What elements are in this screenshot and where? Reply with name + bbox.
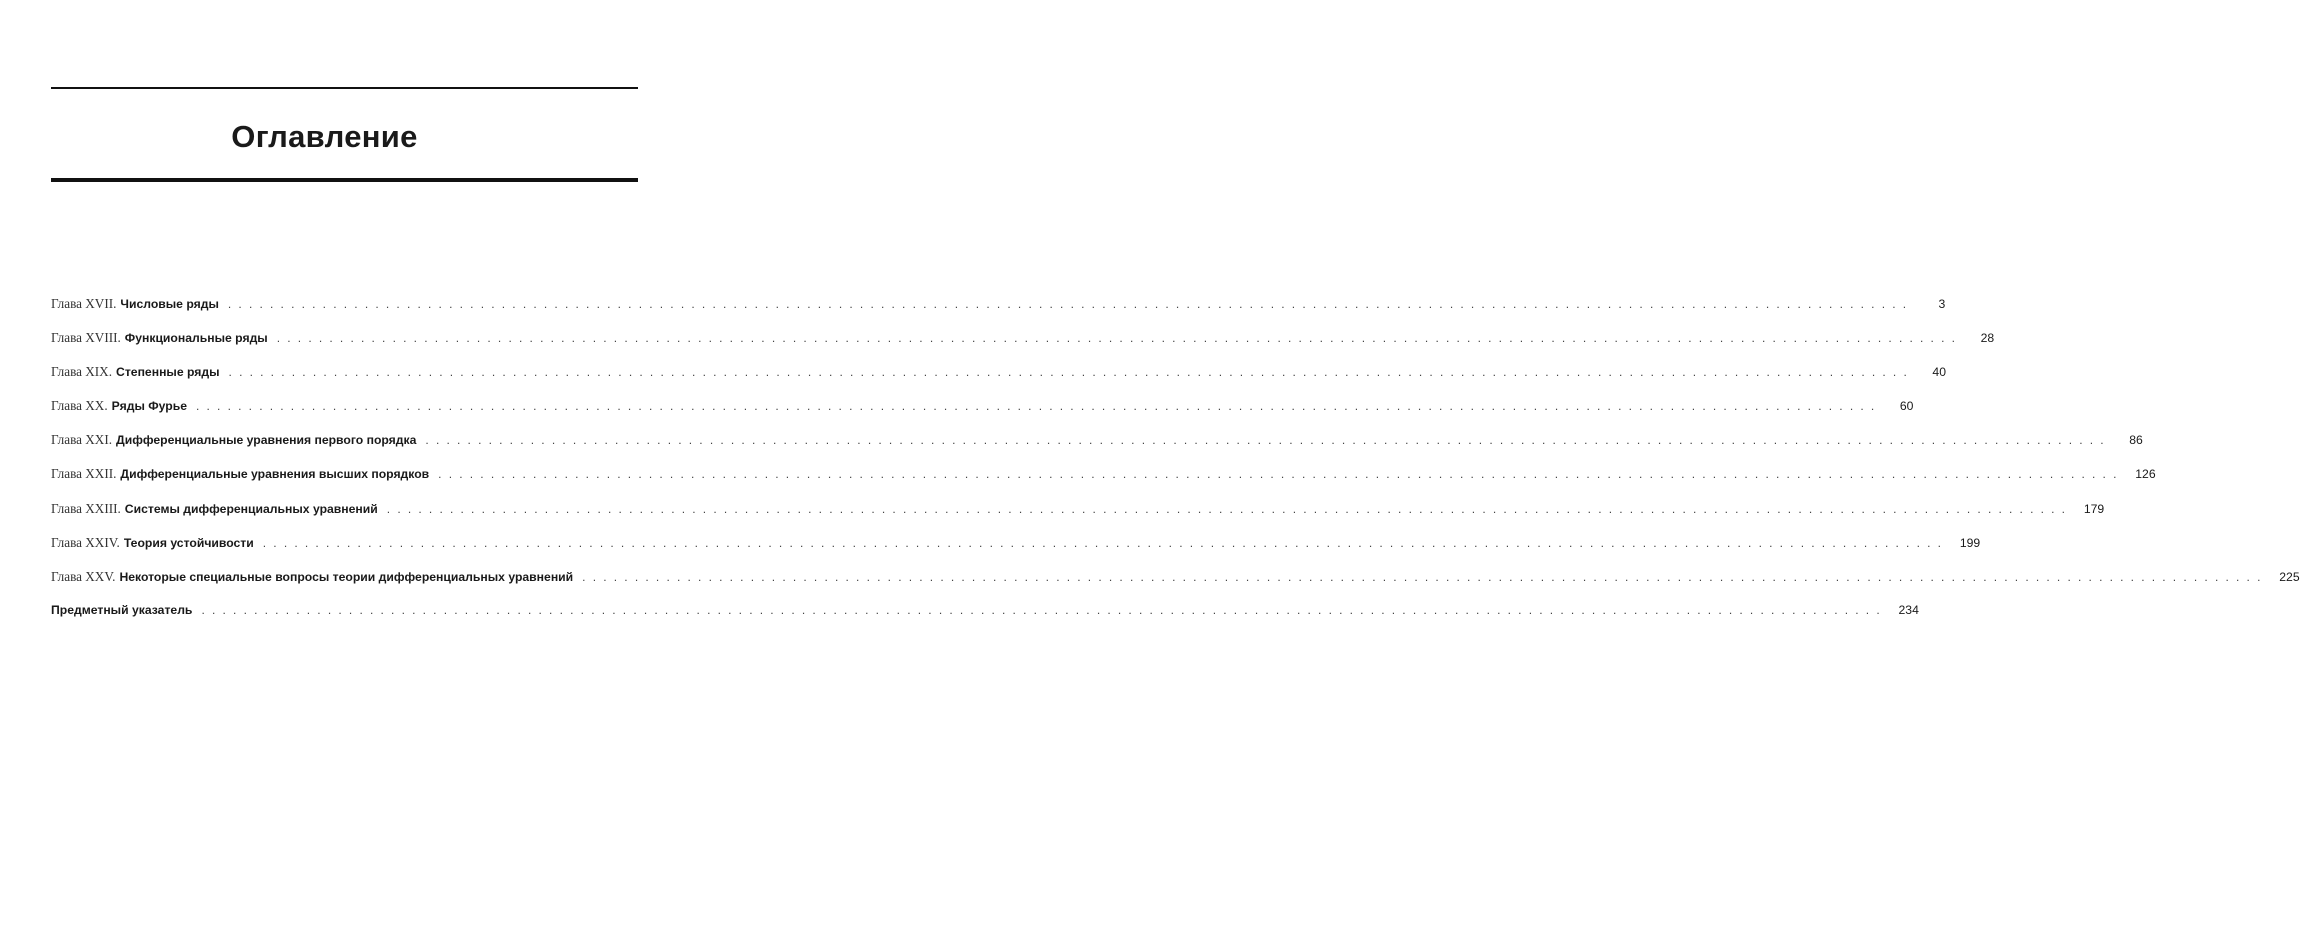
chapter-number: Глава XIX. <box>51 364 113 380</box>
chapter-number: Глава XXIII. <box>51 500 121 516</box>
toc-entry[interactable] <box>51 602 1919 637</box>
chapter-number: Глава XVIII. <box>51 330 121 346</box>
dot-leader: ................................................................................................................................................................ <box>438 467 2124 482</box>
chapter-number: Глава XXI. <box>51 432 113 448</box>
entry-title: Степенные ряды <box>116 365 220 380</box>
title-underline-rule <box>51 178 638 182</box>
page-number: 60 <box>1899 399 1914 414</box>
entry-title: Системы дифференциальных уравнений <box>124 501 378 516</box>
page-number: 3 <box>1938 297 1946 311</box>
dot-leader: ................................................................................................................................................................ <box>201 602 1887 617</box>
entry-title: Ряды Фурье <box>111 399 187 414</box>
toc-entry[interactable] <box>51 500 2105 535</box>
dot-leader: ................................................................................................................................................................ <box>582 569 2268 584</box>
chapter-number: Глава XVII. <box>51 296 117 311</box>
entry-title: Числовые ряды <box>120 297 219 311</box>
dot-leader: ................................................................................................................................................................ <box>228 365 1914 380</box>
toc-entry[interactable] <box>51 330 1995 364</box>
toc-entry[interactable] <box>51 534 1981 569</box>
dot-leader: ................................................................................................................................................................ <box>262 535 1949 550</box>
page-number: 126 <box>2135 467 2156 482</box>
top-rule <box>51 87 638 89</box>
entry-title: Дифференциальные уравнения первого порядка <box>116 433 417 448</box>
entry-title: Предметный указатель <box>51 602 193 617</box>
entry-title: Функциональные ряды <box>124 331 268 346</box>
page-number: 234 <box>1898 602 1919 617</box>
chapter-number: Глава XXV. <box>51 568 116 584</box>
toc-entry[interactable] <box>51 466 2156 500</box>
dot-leader: ................................................................................................................................................................ <box>425 433 2111 448</box>
page-number: 86 <box>2129 433 2143 448</box>
chapter-number: Глава XX. <box>51 398 108 414</box>
toc-entry[interactable] <box>51 398 1914 432</box>
table-of-contents <box>51 296 2300 637</box>
entry-title: Дифференциальные уравнения высших порядков <box>120 467 430 482</box>
toc-entry[interactable] <box>51 364 1946 398</box>
chapter-number: Глава XXII. <box>51 466 117 482</box>
page-number: 179 <box>2083 501 2105 516</box>
entry-title: Теория устойчивости <box>123 535 254 550</box>
toc-entry[interactable] <box>51 296 1946 330</box>
dot-leader: ................................................................................................................................................................ <box>386 501 2073 516</box>
page-number: 225 <box>2279 569 2300 584</box>
page-number: 40 <box>1932 365 1946 380</box>
page-title: Оглавление <box>231 119 418 154</box>
dot-leader: ................................................................................................................................................................ <box>227 297 1914 311</box>
toc-entry[interactable] <box>51 432 2143 466</box>
page-number: 199 <box>1959 535 1981 550</box>
dot-leader: ................................................................................................................................................................ <box>195 399 1882 414</box>
toc-entry[interactable] <box>51 568 2300 603</box>
chapter-number: Глава XXIV. <box>51 534 120 550</box>
page-number: 28 <box>1980 331 1995 346</box>
dot-leader: ................................................................................................................................................................ <box>276 331 1963 346</box>
entry-title: Некоторые специальные вопросы теории дифференциальных уравнений <box>119 569 574 584</box>
